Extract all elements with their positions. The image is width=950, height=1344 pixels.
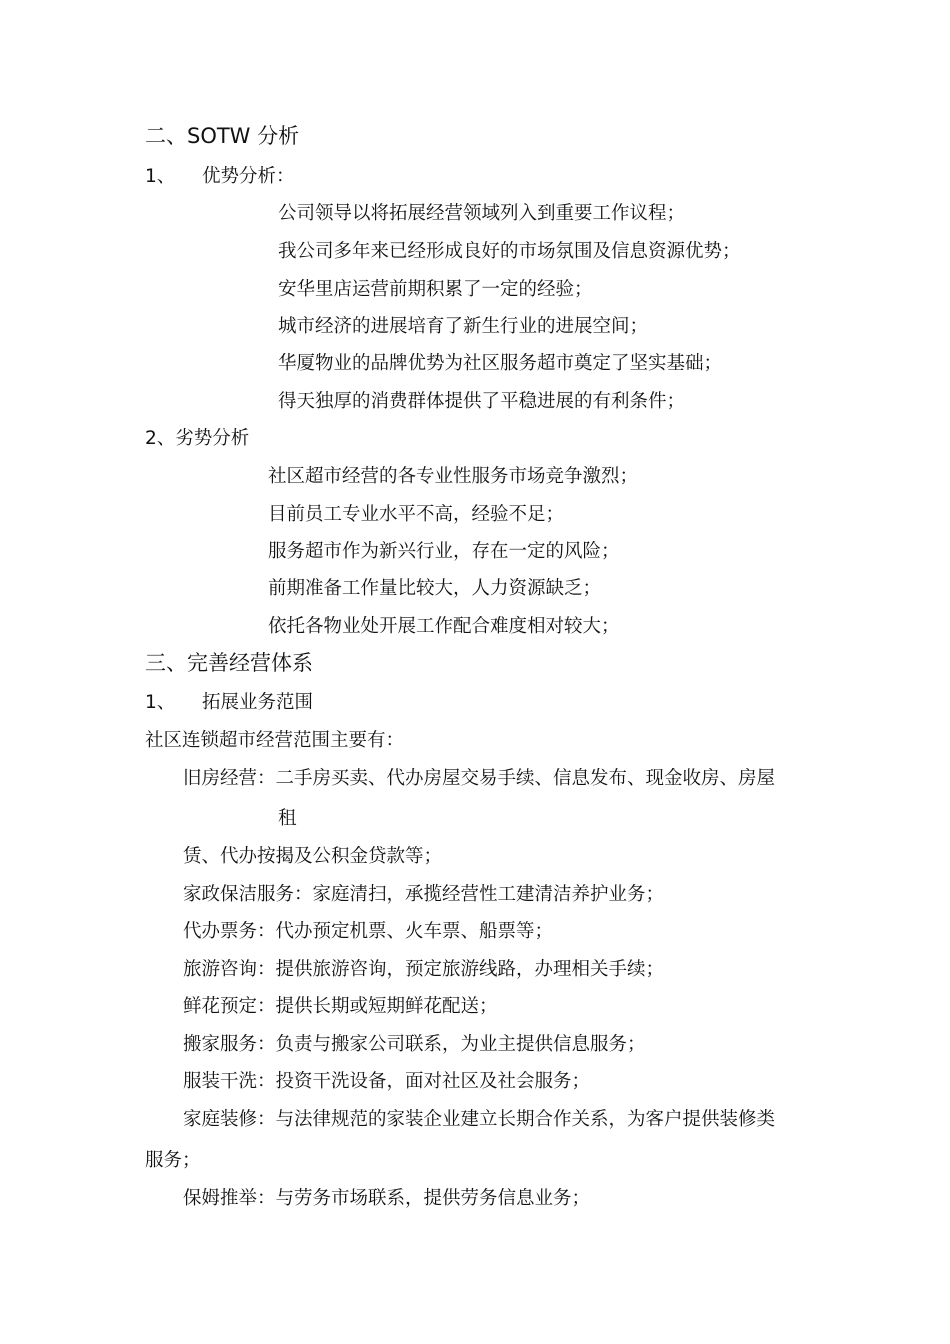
scope-line: 赁、代办按揭及公积金贷款等；	[183, 846, 443, 867]
scope-line: 保姆推举：与劳务市场联系，提供劳务信息业务；	[183, 1188, 591, 1209]
weakness-item: 前期准备工作量比较大，人力资源缺乏；	[268, 578, 602, 599]
scope-title: 拓展业务范围	[202, 692, 314, 713]
scope-line: 服务；	[145, 1150, 201, 1171]
strength-item: 华厦物业的品牌优势为社区服务超市奠定了坚实基础；	[278, 353, 723, 374]
scope-line: 家庭装修：与法律规范的家装企业建立长期合作关系，为客户提供装修类	[183, 1109, 776, 1130]
section-3-heading: 三、完善经营体系	[145, 651, 313, 675]
strength-item: 公司领导以将拓展经营领域列入到重要工作议程；	[278, 203, 686, 224]
scope-line: 服装干洗：投资干洗设备，面对社区及社会服务；	[183, 1071, 591, 1092]
strength-item: 得天独厚的消费群体提供了平稳进展的有利条件；	[278, 391, 686, 412]
scope-intro: 社区连锁超市经营范围主要有：	[145, 730, 405, 751]
section-2-heading: 二、SOTW 分析	[145, 124, 300, 148]
scope-line: 搬家服务：负责与搬家公司联系，为业主提供信息服务；	[183, 1034, 646, 1055]
weakness-item: 社区超市经营的各专业性服务市场竞争激烈；	[268, 466, 639, 487]
scope-line: 鲜花预定：提供长期或短期鲜花配送；	[183, 996, 498, 1017]
weakness-item: 服务超市作为新兴行业，存在一定的风险；	[268, 541, 620, 562]
strength-number: 1、	[145, 166, 176, 187]
weakness-item: 目前员工专业水平不高，经验不足；	[268, 504, 565, 525]
scope-line: 租	[278, 808, 297, 829]
scope-line: 旧房经营：二手房买卖、代办房屋交易手续、信息发布、现金收房、房屋	[183, 768, 776, 789]
strength-title: 优势分析：	[202, 166, 295, 187]
strength-item: 安华里店运营前期积累了一定的经验；	[278, 279, 593, 300]
strength-item: 我公司多年来已经形成良好的市场氛围及信息资源优势；	[278, 241, 741, 262]
scope-number: 1、	[145, 692, 176, 713]
scope-line: 旅游咨询：提供旅游咨询，预定旅游线路，办理相关手续；	[183, 959, 665, 980]
strength-item: 城市经济的进展培育了新生行业的进展空间；	[278, 316, 649, 337]
scope-line: 代办票务：代办预定机票、火车票、船票等；	[183, 921, 554, 942]
weakness-item: 依托各物业处开展工作配合难度相对较大；	[268, 616, 620, 637]
scope-line: 家政保洁服务：家庭清扫，承揽经营性工建清洁养护业务；	[183, 884, 665, 905]
weakness-title: 2、劣势分析	[145, 428, 250, 449]
